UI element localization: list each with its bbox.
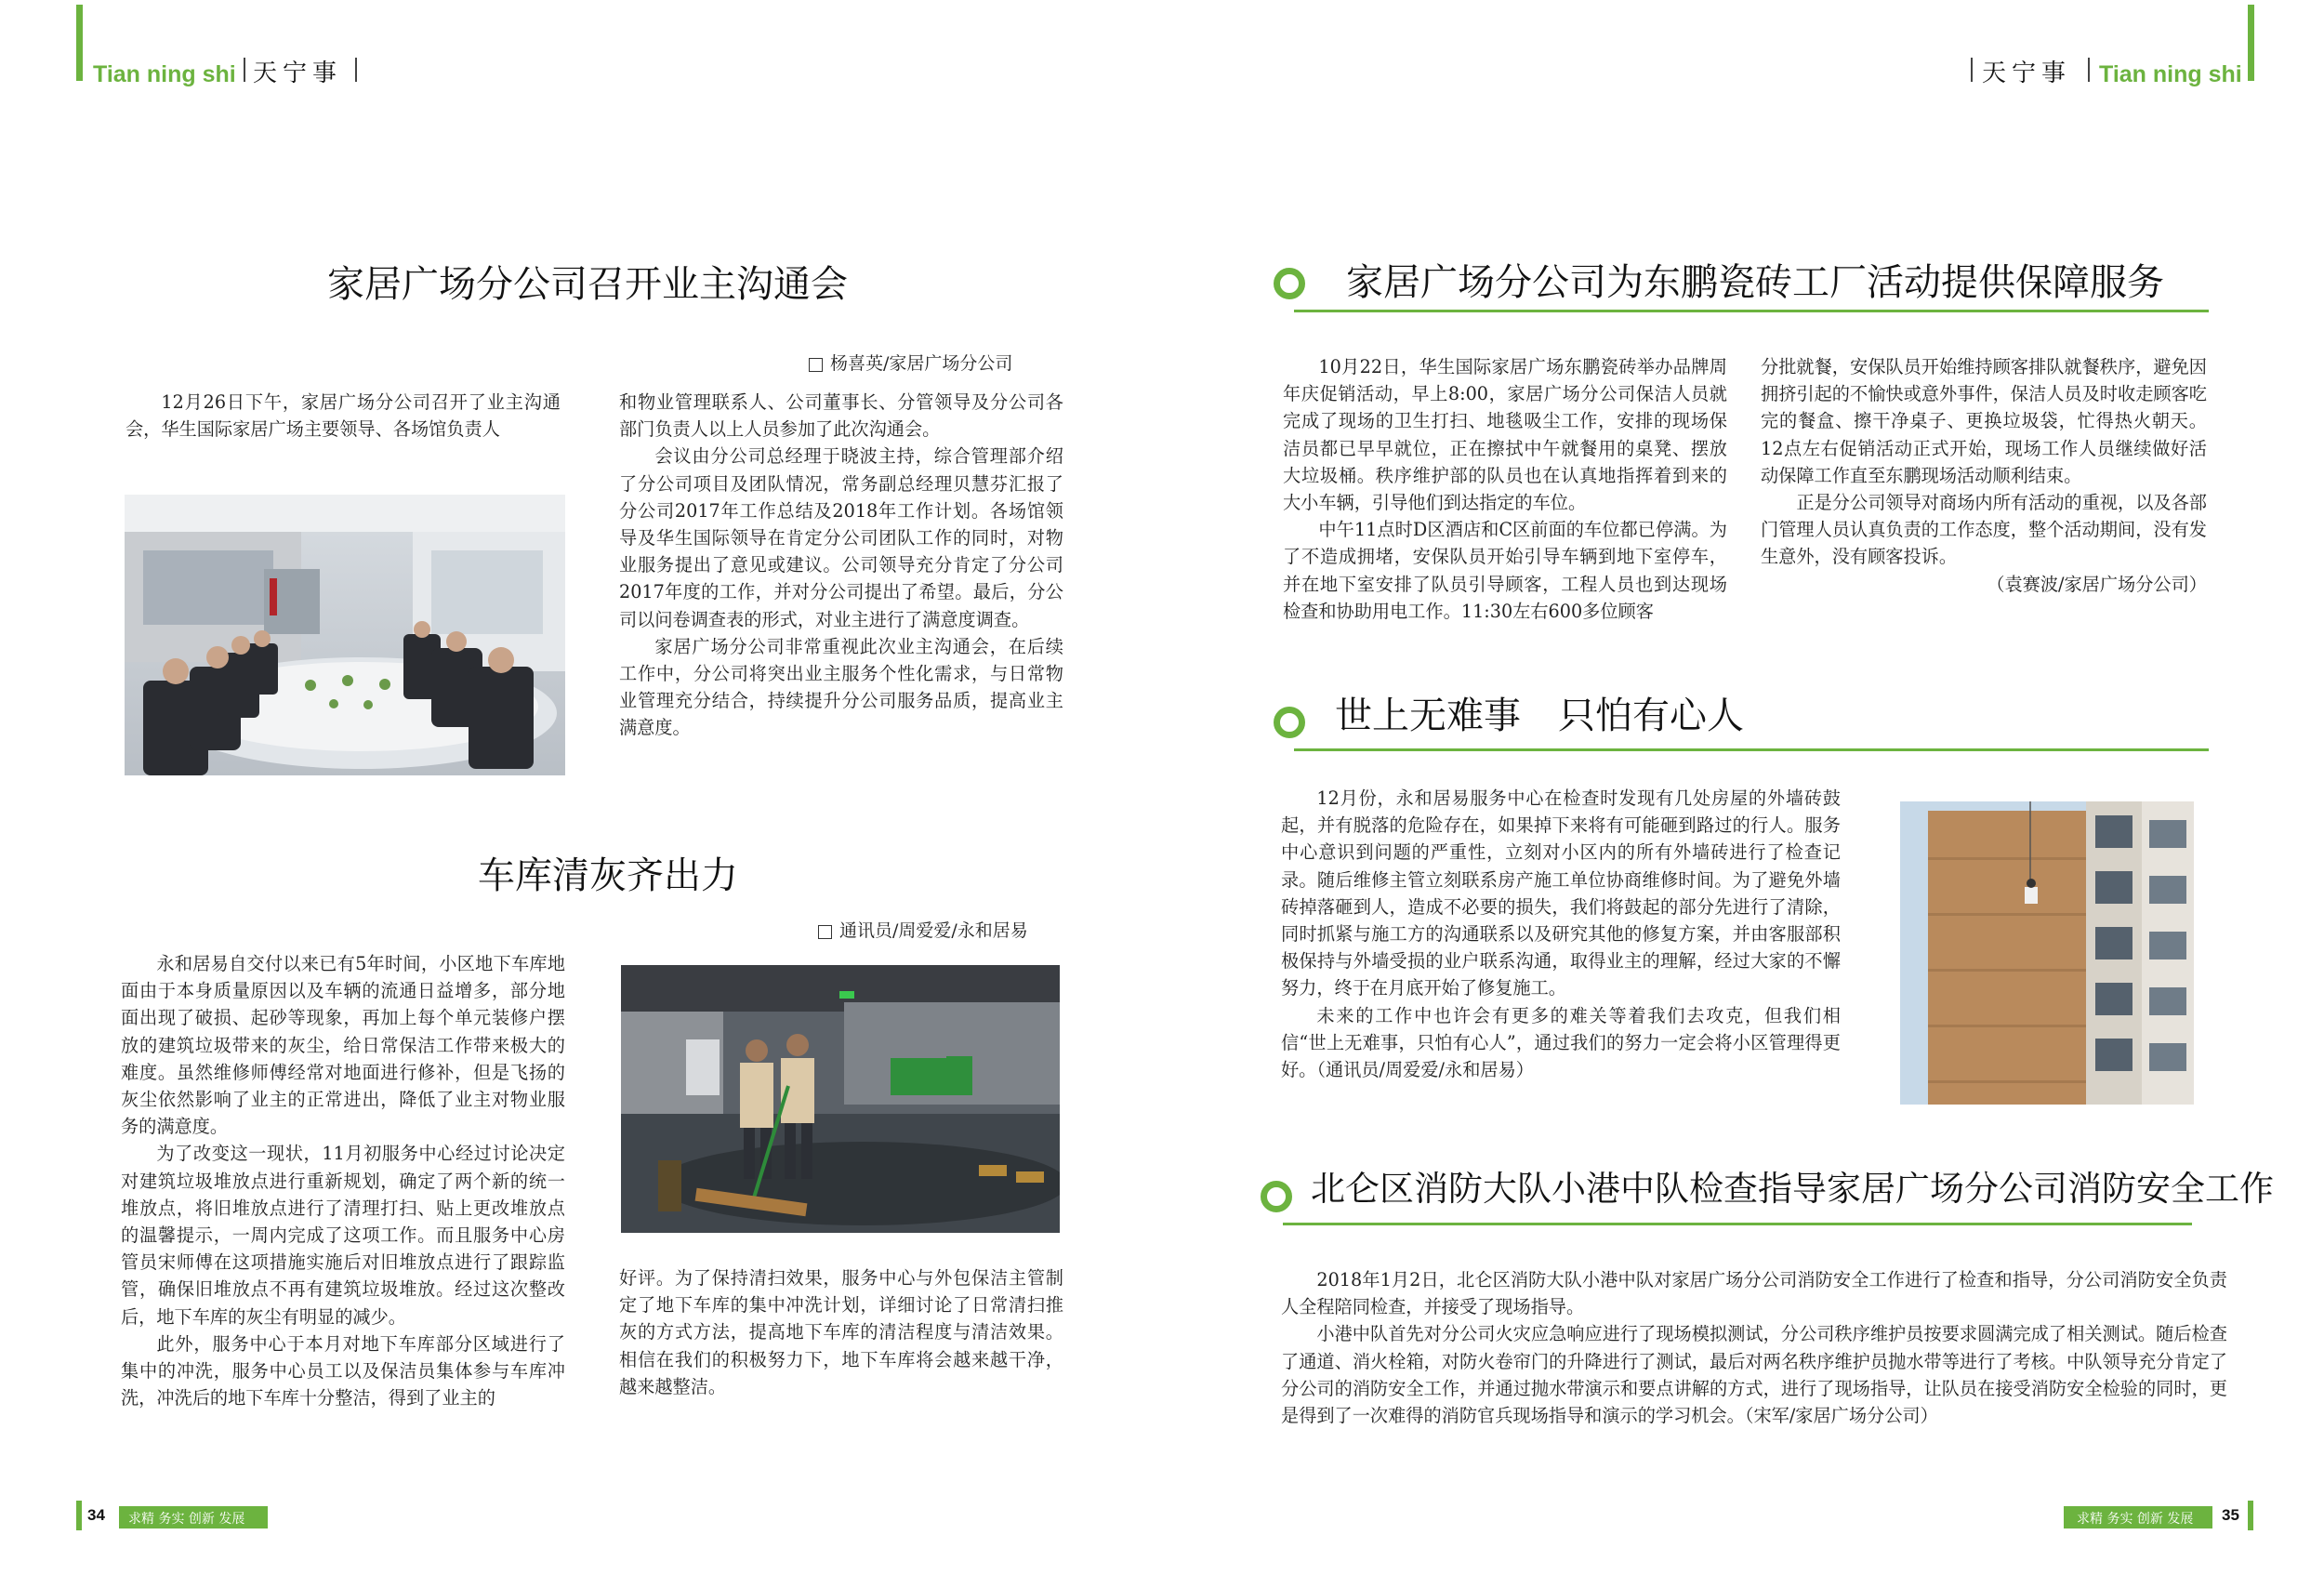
fire-article-title: 北仑区消防大队小港中队检查指导家居广场分公司消防安全工作 — [1311, 1169, 2274, 1209]
wall-article-title: 世上无难事 只怕有心人 — [1335, 695, 1744, 737]
left-footer-slogan: 求精 务实 创新 发展 — [128, 1512, 245, 1527]
right-page-number: 35 — [2222, 1506, 2239, 1524]
meeting-photo-image — [125, 495, 565, 775]
garage-byline-text: 通讯员/周爱爱/永和居易 — [839, 920, 1028, 941]
right-footer-slogan: 求精 务实 创新 发展 — [2077, 1512, 2194, 1527]
fire-para-1: 2018年1月2日，北仑区消防大队小港中队对家居广场分公司消防安全工作进行了检查和指导，分公司消防安全负责人全程陪同检查，并接受了现场指导。 — [1281, 1269, 2227, 1318]
left-footer-accent-bar — [76, 1501, 82, 1530]
wall-para-1: 12月份，永和居易服务中心在检查时发现有几处房屋的外墙砖鼓起，并有脱落的危险存在，如果掉下来将有可能砸到路过的行人。服务中心意识到问题的严重性，立刻对小区内的所有外墙砖进行了检查记录。随后维修主管立刻联系房产施工单位协商维修时间。为了避免外墙砖掉落砸到人，造成不必要的损失，我们将鼓起的部分先进行了清除，同时抓紧与施工方的沟通联系以及研究其他的修复方案，并由客服部积极保持与外墙受损的业户联系沟通，取得业主的理解，经过大家的不懈努力，终于在月底开始了修复施工。 — [1281, 787, 1841, 999]
ceramic-col1-text — [1283, 353, 1727, 625]
meeting-photo — [125, 495, 565, 775]
left-header-divider — [244, 58, 245, 82]
left-header-section: 天宁事 — [253, 60, 343, 87]
right-footer-accent-bar — [2248, 1501, 2253, 1530]
garage-photo — [621, 965, 1060, 1233]
garage-col2-text — [619, 1264, 1063, 1400]
ceramic-col1-para-2: 中午11点时D区酒店和C区前面的车位都已停满。为了不造成拥堵，安保队员开始引导车辆到地下室停车，并在地下室安排了队员引导顾客，工程人员也到达现场检查和协助用电工作。11:30左右600多位顾客 — [1283, 519, 1727, 622]
ceramic-article-title: 家居广场分公司为东鹏瓷砖工厂活动提供保障服务 — [1346, 261, 2164, 304]
ceramic-col2-para-1: 分批就餐，安保队员开始维持顾客排队就餐秩序，避免因拥挤引起的不愉快或意外事件，保洁人员及时收走顾客吃完的餐盒、擦干净桌子、更换垃圾袋，忙得热火朝天。12点左右促销活动正式开始，现场工作人员继续做好活动保障工作直至东鹏现场活动顺利结束。 — [1761, 356, 2207, 486]
left-header-brand: Tian ning shi — [93, 61, 236, 87]
meeting-col2-para-1: 和物业管理联系人、公司董事长、分管领导及分公司各部门负责人以上人员参加了此次沟通会。 — [619, 391, 1063, 441]
right-header-divider-start — [1971, 58, 1973, 82]
meeting-col1-para: 12月26日下午，家居广场分公司召开了业主沟通会，华生国际家居广场主要领导、各场馆负责人 — [125, 391, 561, 441]
garage-article-title: 车库清灰齐出力 — [478, 854, 738, 897]
wall-title-rule — [1294, 748, 2209, 751]
right-header-brand: Tian ning shi — [2099, 61, 2242, 87]
right-header-section: 天宁事 — [1982, 60, 2072, 87]
byline-box-icon — [809, 358, 823, 372]
meeting-col2-para-2: 会议由分公司总经理于晓波主持，综合管理部介绍了分公司项目及团队情况，常务副总经理贝慧芬汇报了分公司2017年工作总结及2018年工作计划。各场馆领导及华生国际领导在肯定分公司团队工作的同时，对物业服务提出了意见或建议。公司领导充分肯定了分公司2017年度的工作，并对分公司提出了希望。最后，分公司以问卷调查表的形式，对业主进行了满意度调查。 — [619, 445, 1063, 630]
fire-title-circle-icon — [1261, 1181, 1292, 1212]
garage-col1-para-3: 此外，服务中心于本月对地下车库部分区域进行了集中的冲洗，服务中心员工以及保洁员集体参与车库冲洗，冲洗后的地下车库十分整洁，得到了业主的 — [121, 1332, 565, 1409]
ceramic-title-circle-icon — [1274, 268, 1305, 299]
ceramic-title-rule — [1294, 310, 2209, 312]
wall-photo — [1900, 801, 2194, 1105]
left-header-divider-end — [355, 58, 357, 82]
meeting-col1-text — [125, 389, 561, 443]
garage-col1-para-2: 为了改变这一现状，11月初服务中心经过讨论决定对建筑垃圾堆放点进行重新规划，确定了两个新的统一堆放点，将旧堆放点进行了清理打扫、贴上更改堆放点的温馨提示，一周内完成了这项工作。而且服务中心房管员宋师傅在这项措施实施后对旧堆放点进行了跟踪监管，确保旧堆放点不再有建筑垃圾堆放。经过这次整改后，地下车库的灰尘有明显的减少。 — [121, 1143, 565, 1328]
ceramic-col2-para-2: 正是分公司领导对商场内所有活动的重视，以及各部门管理人员认真负责的工作态度，整个活动期间，没有发生意外，没有顾客投诉。 — [1761, 492, 2207, 568]
right-header-accent-bar — [2248, 5, 2254, 81]
meeting-article-byline — [809, 350, 1012, 375]
left-header-accent-bar — [76, 5, 83, 81]
fire-title-rule — [1283, 1223, 2192, 1225]
left-page-number: 34 — [87, 1506, 105, 1524]
meeting-col2-para-3: 家居广场分公司非常重视此次业主沟通会，在后续工作中，分公司将突出业主服务个性化需求，与日常物业管理充分结合，持续提升分公司服务品质，提高业主满意度。 — [619, 635, 1063, 739]
right-header-divider — [2088, 58, 2090, 82]
fire-para-2: 小港中队首先对分公司火灾应急响应进行了现场模拟测试，分公司秩序维护员按要求圆满完成了相关测试。随后检查了通道、消火栓箱，对防火卷帘门的升降进行了测试，最后对两名秩序维护员抛水带等进行了考核。中队领导充分肯定了分公司的消防安全工作，并通过抛水带演示和要点讲解的方式，进行了现场指导，让队员在接受消防安全检验的同时，更是得到了一次难得的消防官兵现场指导和演示的学习机会。（宋军/家居广场分公司） — [1281, 1323, 2227, 1427]
ceramic-col2-text — [1761, 353, 2207, 598]
fire-text — [1281, 1266, 2227, 1429]
wall-title-circle-icon — [1274, 707, 1305, 738]
wall-para-2: 未来的工作中也许会有更多的难关等着我们去攻克，但我们相信“世上无难事，只怕有心人”，通过我们的努力一定会将小区管理得更好。（通讯员/周爱爱/永和居易） — [1281, 1004, 1841, 1081]
garage-col1-text — [121, 950, 565, 1411]
garage-photo-image — [621, 965, 1060, 1233]
wall-photo-image — [1900, 801, 2194, 1105]
wall-text — [1281, 785, 1841, 1083]
ceramic-col1-para-1: 10月22日，华生国际家居广场东鹏瓷砖举办品牌周年庆促销活动，早上8:00，家居广场分公司保洁人员就完成了现场的卫生打扫、地毯吸尘工作，安排的现场保洁员都已早早就位，正在擦拭中午就餐用的桌凳、摆放大垃圾桶。秩序维护部的队员也在认真地指挥着到来的大小车辆，引导他们到达指定的车位。 — [1283, 356, 1727, 514]
meeting-col2-text — [619, 389, 1063, 742]
garage-col2-para: 好评。为了保持清扫效果，服务中心与外包保洁主管制定了地下车库的集中冲洗计划，详细讨论了日常清扫推灰的方式方法，提高地下车库的清洁程度与清洁效果。相信在我们的积极努力下，地下车库将会越来越干净，越来越整洁。 — [619, 1267, 1063, 1397]
ceramic-signature: （袁赛波/家居广场分公司） — [1987, 573, 2207, 595]
garage-article-byline — [818, 917, 1028, 942]
meeting-article-title: 家居广场分公司召开业主沟通会 — [327, 263, 848, 306]
meeting-byline-text: 杨喜英/家居广场分公司 — [830, 353, 1013, 374]
byline-box-icon — [818, 925, 832, 939]
garage-col1-para-1: 永和居易自交付以来已有5年时间，小区地下车库地面由于本身质量原因以及车辆的流通日益增多，部分地面出现了破损、起砂等现象，再加上每个单元装修户摆放的建筑垃圾带来的灰尘，给日常保洁工作带来极大的难度。虽然维修师傅经常对地面进行修补，但是飞扬的灰尘依然影响了业主的正常进出，降低了业主对物业服务的满意度。 — [121, 953, 565, 1138]
